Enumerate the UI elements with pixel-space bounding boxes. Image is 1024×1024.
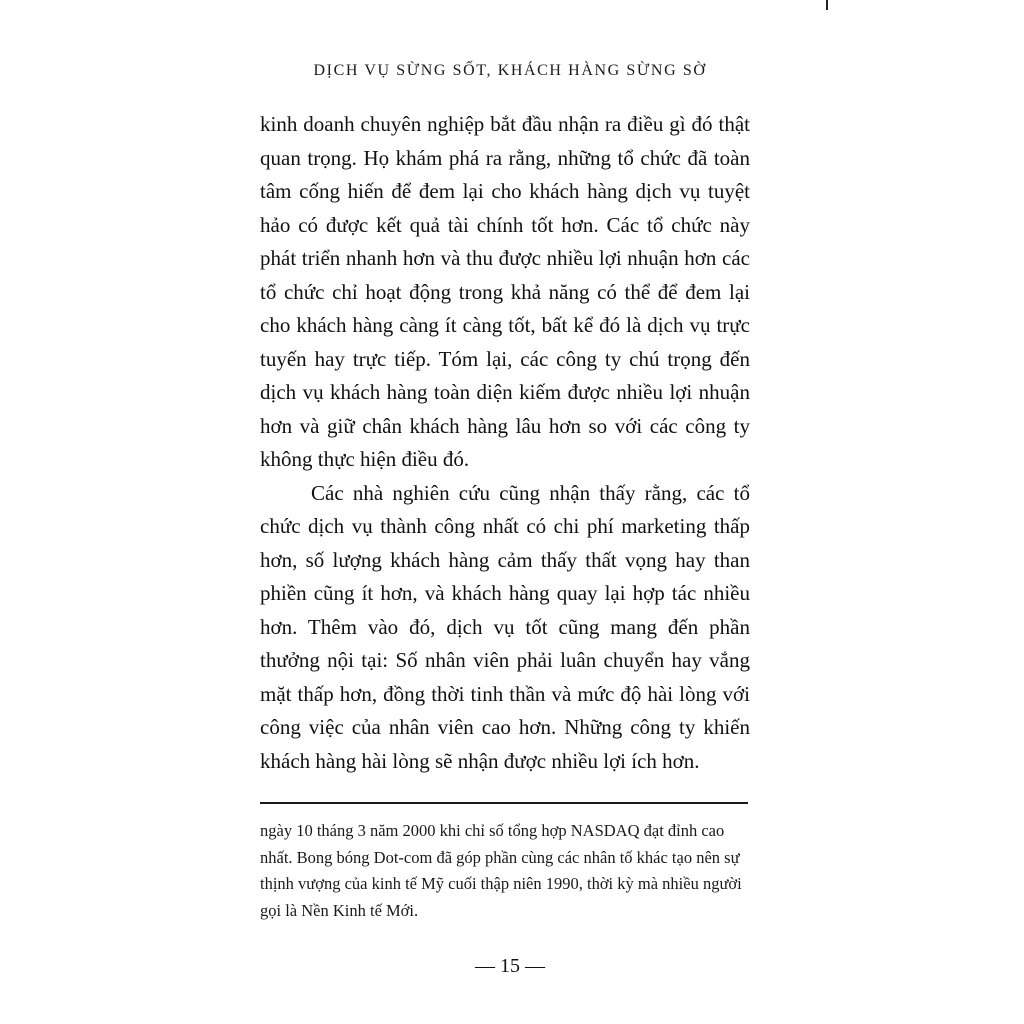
running-head: DỊCH VỤ SỪNG SỐT, KHÁCH HÀNG SỪNG SỜ [313, 62, 707, 79]
paragraph-2: Các nhà nghiên cứu cũng nhận thấy rằng, các tổ chức dịch vụ thành công nhất có chi phí marketing thấp hơn, số lượng khách hàng cảm thấy thất vọng hay than phiền cũng ít hơn, và khách hàng quay lại hợp tác nhiều hơn. Thêm vào đó, dịch vụ tốt cũng mang đến phần thưởng nội tại: Số nhân viên phải luân chuyển hay vắng mặt thấp hơn, đồng thời tinh thần và mức độ hài lòng với công việc của nhân viên cao hơn. Những công ty khiến khách hàng hài lòng sẽ nhận được nhiều lợi ích hơn. [260, 480, 750, 773]
footnote-divider [260, 802, 748, 804]
page-number: — 15 — [475, 955, 545, 977]
paragraph-1: kinh doanh chuyên nghiệp bắt đầu nhận ra điều gì đó thật quan trọng. Họ khám phá ra rằng, những tổ chức đã toàn tâm cống hiến để đem lại cho khách hàng dịch vụ tuyệt hảo có được kết quả tài chính tốt hơn. Các tổ chức này phát triển nhanh hơn và thu được nhiều lợi nhuận hơn các tổ chức chỉ hoạt động trong khả năng có thể để đem lại cho khách hàng càng ít càng tốt, bất kể đó là dịch vụ trực tuyến hay trực tiếp. Tóm lại, các công ty chú trọng đến dịch vụ khách hàng toàn diện kiếm được nhiều lợi nhuận hơn và giữ chân khách hàng lâu hơn so với các công ty không thực hiện điều đó. [260, 112, 750, 471]
page-edge-mark [826, 0, 828, 10]
footnote: ngày 10 tháng 3 năm 2000 khi chỉ số tổng hợp NASDAQ đạt đỉnh cao nhất. Bong bóng Dot-com đã góp phần cùng các nhân tố khác tạo nên sự thịnh vượng của kinh tế Mỹ cuối thập niên 1990, thời kỳ mà nhiều người gọi là Nền Kinh tế Mới. [260, 821, 742, 920]
body-text [260, 108, 750, 778]
